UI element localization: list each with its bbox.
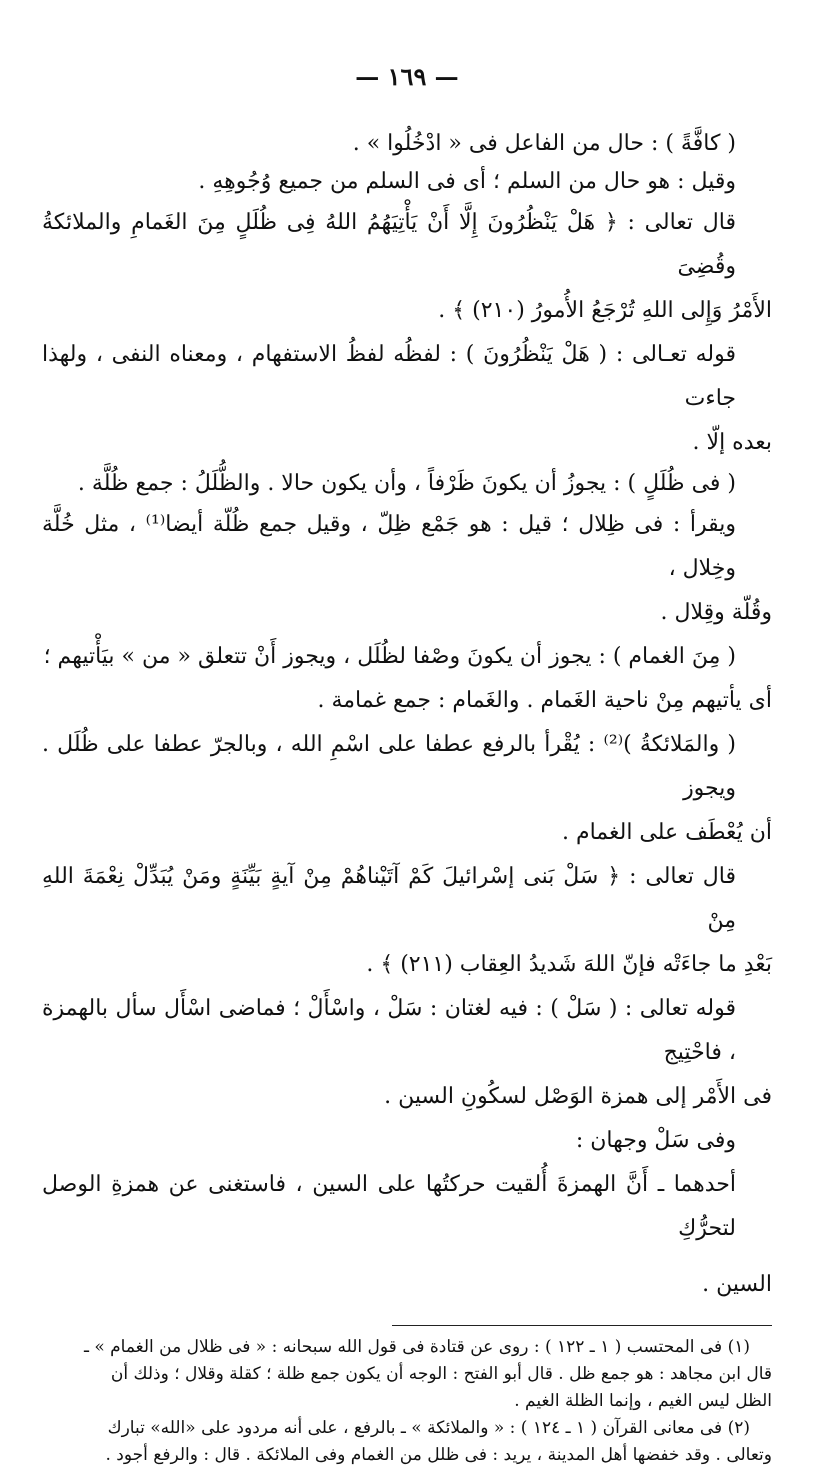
text-line: أى يأتيهم مِنْ ناحية الغَمام . والغَمام : جمع غمامة .: [317, 688, 772, 713]
footnotes: [42, 1334, 772, 1469]
text-line: السين .: [702, 1272, 772, 1297]
verse-line: بَعْدِ ما جاءَتْه فإنّ اللهَ شَديدُ العِقاب (٢١١) ﴾ .: [366, 952, 772, 977]
text-line: وقيل : هو حال من السلم ؛ أى فى السلم من جميع وُجُوهِهِ .: [198, 169, 736, 194]
text-line: ( مِنَ الغمام ) : يجوز أن يكونَ وصْفا لظُلَل ، ويجوز أَنْ تتعلق « من » بيَأْتيهم ؛: [43, 644, 736, 669]
page-number: — ١٦٩ —: [355, 62, 459, 91]
text-line: بعده إلّا .: [692, 430, 772, 455]
text-line: قوله تعالى : ( سَلْ ) : فيه لغتان : سَلْ ، واسْأَلْ ؛ فماضى اسْأَل سأل بالهمزة ، فاحْتِيج: [42, 996, 736, 1065]
text-line: ( كافَّةً ) : حال من الفاعل فى « ادْخُلُوا » .: [352, 131, 736, 156]
footnote-line: (٢) فى معانى القرآن ( ١ ـ ١٢٤ ) : « والملائكة » ـ بالرفع ، على أنه مردود على «الله» تبارك: [107, 1418, 750, 1438]
text-line: وفى سَلْ وجهان :: [575, 1128, 736, 1153]
footnote-line: وتعالى . وقد خفضها أهل المدينة ، يريد : فى ظلل من الغمام وفى الملائكة . قال : والرفع أجود .: [105, 1445, 772, 1465]
footnote-divider: [392, 1325, 772, 1326]
footnote-line: الظل ليس الغيم ، وإنما الظلة الغيم .: [514, 1391, 772, 1411]
text-line: أحدهما ـ أَنَّ الهمزةَ أُلقيت حركتُها على السين ، فاستغنى عن همزةِ الوصل لتحرُّكِ: [42, 1172, 736, 1241]
text-line: وقُلّة وقِلال .: [660, 600, 772, 625]
text-line: فى الأَمْر إلى همزة الوَصْل لسكُونِ السين .: [384, 1084, 772, 1109]
text-line: ( والمَلائكةُ )⁽²⁾ : يُقْرأ بالرفع عطفا على اسْمِ الله ، وبالجرّ عطفا على ظُلَل . ويجوز: [42, 732, 736, 801]
main-text: [42, 125, 772, 1307]
verse-line: قال تعالى : ﴿ هَلْ يَنْظُرُونَ إِلَّا أَنْ يَأْتِيَهُمُ اللهُ فِى ظُلَلٍ مِنَ الغَمامِ والملائكةُ وقُضِىَ: [42, 210, 736, 279]
footnote-line: (١) فى المحتسب ( ١ ـ ١٢٢ ) : روى عن قتادة فى قول الله سبحانه : « فى ظلال من الغمام » ـ: [83, 1337, 750, 1357]
text-line: ( فى ظُلَلٍ ) : يجوزُ أن يكونَ ظَرْفاً ، وأن يكون حالا . والظُّلَلُ : جمع ظُلَّة .: [77, 471, 736, 496]
text-line: أن يُعْطَف على الغمام .: [561, 820, 772, 845]
footnote-line: قال ابن مجاهد : هو جمع ظل . قال أبو الفتح : الوجه أن يكون جمع ظلة ؛ كقلة وقلال ؛ وذلك أن: [110, 1364, 772, 1384]
verse-line: قال تعالى : ﴿ سَلْ بَنى إسْرائيلَ كَمْ آتَيْناهُمْ مِنْ آيةٍ بَيِّنَةٍ ومَنْ يُبَدِّلْ نِعْمَةَ اللهِ مِنْ: [42, 864, 736, 933]
text-line: قوله تعـالى : ( هَلْ يَنْظُرُونَ ) : لفظُه لفظُ الاستفهام ، ومعناه النفى ، ولهذا جاءت: [42, 342, 736, 411]
verse-line: الأَمْرُ وَإِلى اللهِ تُرْجَعُ الأُمورُ (٢١٠) ﴾ .: [438, 298, 772, 323]
text-line: ويقرأ : فى ظِلال ؛ قيل : هو جَمْع ظِلّ ، وقيل جمع ظُلّة أيضا⁽¹⁾ ، مثل خُلَّة وخِلال ،: [42, 512, 736, 581]
